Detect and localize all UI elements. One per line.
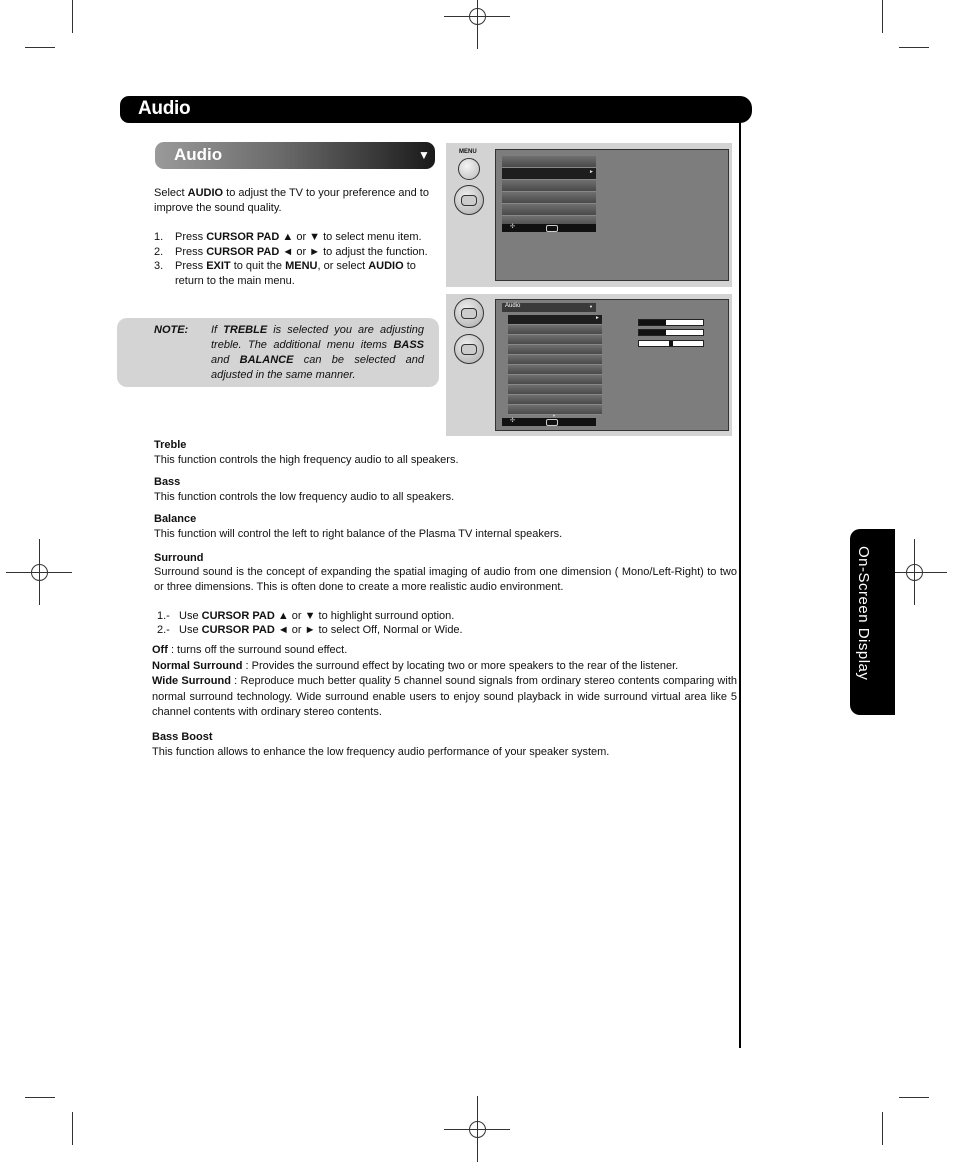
down-arrow-icon: ▼ <box>589 304 593 309</box>
menu-row <box>502 204 596 216</box>
menu-row-selected <box>508 315 602 325</box>
bassboost-heading: Bass Boost <box>152 731 213 743</box>
menu-row <box>508 355 602 365</box>
nav-icon: ✣ <box>510 418 516 424</box>
exit-icon <box>546 419 558 426</box>
side-tab-label: On-Screen Display <box>855 546 872 681</box>
intro-text: Select AUDIO to adjust the TV to your preference and to improve the sound quality. <box>154 187 429 214</box>
surround-heading: Surround <box>154 552 204 564</box>
surround-step-2: 2.- Use CURSOR PAD ◄ or ► to select Off, Normal or Wide. <box>157 624 463 636</box>
menu-row <box>508 345 602 355</box>
menu-label: MENU <box>459 149 477 155</box>
step-2: 2. Press CURSOR PAD ◄ or ► to adjust the function. <box>154 246 428 258</box>
section-title: Audio <box>174 145 223 164</box>
menu-button[interactable] <box>458 158 480 180</box>
tv-screen-2 <box>495 299 729 431</box>
menu-row <box>502 192 596 204</box>
crop-mark <box>899 1097 929 1098</box>
treble-body: This function controls the high frequency audio to all speakers. <box>154 454 459 466</box>
menu-row <box>508 335 602 345</box>
crop-mark <box>72 0 73 33</box>
page-rule <box>739 123 741 1048</box>
down-arrow-icon: ▼ <box>418 148 430 162</box>
treble-slider[interactable] <box>638 319 704 326</box>
treble-heading: Treble <box>154 439 187 451</box>
note-text: If TREBLE is selected you are adjusting treble. The additional menu items BASS and BALANCE can be selected and adjusted in the same manner. <box>211 324 424 381</box>
menu-row <box>508 395 602 405</box>
registration-mark-top <box>462 1 492 31</box>
crop-mark <box>25 47 55 48</box>
right-arrow-icon: ► <box>595 315 600 321</box>
surround-normal: Normal Surround : Provides the surround effect by locating two or more speakers to the rear of the listener. <box>152 660 679 672</box>
bass-slider[interactable] <box>638 329 704 336</box>
step-3-line2: return to the main menu. <box>175 275 295 287</box>
crop-mark <box>25 1097 55 1098</box>
audio-menu-header <box>502 303 596 312</box>
osd-nav-bar <box>502 418 596 426</box>
balance-heading: Balance <box>154 513 197 525</box>
bass-heading: Bass <box>154 476 181 488</box>
header-bar <box>120 96 752 123</box>
balance-slider[interactable] <box>638 340 704 347</box>
cursor-pad-left-right[interactable] <box>454 334 484 364</box>
audio-menu-list <box>508 315 602 418</box>
balance-indicator <box>669 341 673 346</box>
menu-row <box>508 375 602 385</box>
menu-row <box>508 365 602 375</box>
menu-row <box>508 325 602 335</box>
menu-row <box>502 180 596 192</box>
audio-menu-title: Audio <box>505 303 521 309</box>
crop-mark <box>72 1112 73 1145</box>
balance-body: This function will control the left to right balance of the Plasma TV internal speakers. <box>154 528 563 540</box>
menu-row-selected <box>502 168 596 180</box>
registration-mark-bottom <box>462 1114 492 1144</box>
cursor-pad-up-down[interactable] <box>454 298 484 328</box>
cursor-pad[interactable] <box>454 185 484 215</box>
osd-menu <box>502 156 596 228</box>
nav-icon: ✣ <box>510 224 516 230</box>
note-label: NOTE: <box>154 324 189 336</box>
bass-body: This function controls the low frequency audio to all speakers. <box>154 491 455 503</box>
surround-wide: Wide Surround : Reproduce much better quality 5 channel sound signals from ordinary stereo contents comparing with normal surround technology. Wide surround enable users to enjoy sound playback in wide surround virtual area like 5 channel contents with ordinary stereo contents. <box>152 675 737 718</box>
menu-row <box>508 385 602 395</box>
tv-screen-1 <box>495 149 729 281</box>
crop-mark <box>899 47 929 48</box>
osd-nav-bar <box>502 224 596 232</box>
crop-mark <box>882 1112 883 1145</box>
surround-body: Surround sound is the concept of expanding the spatial imaging of audio from one dimension ( Mono/Left-Right) to two or three dimensions. This is often done to create a more realistic audio environment. <box>154 566 737 593</box>
page-title: Audio <box>138 98 191 119</box>
surround-off: Off : turns off the surround sound effect. <box>152 644 348 656</box>
remote-panel-2 <box>446 294 732 436</box>
step-1: 1. Press CURSOR PAD ▲ or ▼ to select menu item. <box>154 231 422 243</box>
scroll-down-icon: ▼ <box>552 413 556 418</box>
exit-icon <box>546 225 558 232</box>
remote-panel-1 <box>446 143 732 287</box>
bassboost-body: This function allows to enhance the low frequency audio performance of your speaker system. <box>152 746 610 758</box>
crop-mark <box>882 0 883 33</box>
registration-mark-right <box>899 557 929 587</box>
surround-step-1: 1.- Use CURSOR PAD ▲ or ▼ to highlight surround option. <box>157 610 455 622</box>
right-arrow-icon: ► <box>589 169 594 175</box>
registration-mark-left <box>24 557 54 587</box>
step-3: 3. Press EXIT to quit the MENU, or select AUDIO to <box>154 260 416 272</box>
menu-row <box>502 156 596 168</box>
